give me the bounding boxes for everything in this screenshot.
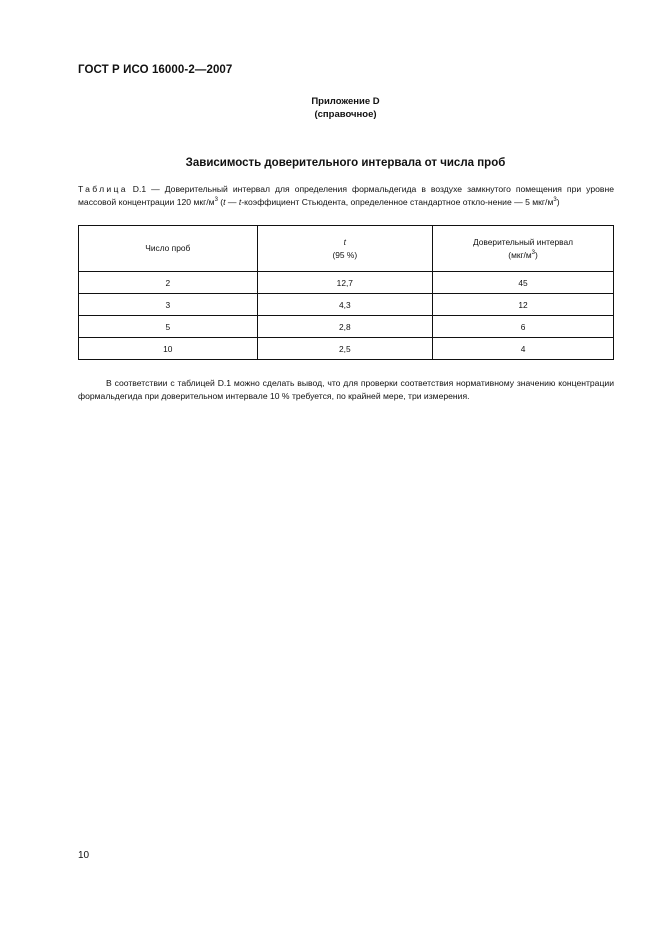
table-row: [79, 338, 614, 360]
cell-interval: 45: [433, 272, 614, 294]
cell-t: 2,8: [257, 316, 433, 338]
table-row: [79, 272, 614, 294]
table-row: [79, 316, 614, 338]
cell-interval: 12: [433, 294, 614, 316]
cell-t: 4,3: [257, 294, 433, 316]
conclusion-paragraph: В соответствии с таблицей D.1 можно сделать вывод, что для проверки соответствия нормативному значению концентрации формальдегида при доверительном интервале 10 % требуется, по крайней мере, три измерения.: [78, 378, 614, 401]
caption-text-e: ): [556, 197, 560, 207]
table-row: [79, 294, 614, 316]
section-title: Зависимость доверительного интервала от числа проб: [185, 157, 506, 169]
table-caption: [78, 183, 614, 209]
caption-sup-b: 3: [553, 197, 557, 203]
annex-heading: [0, 95, 661, 121]
caption-number: D.1: [127, 184, 147, 194]
caption-sup-a: 3: [214, 197, 218, 203]
header-t-confidence: (95 %): [332, 249, 358, 260]
cell-interval: 4: [433, 338, 614, 360]
header-interval-unit-post: ): [534, 249, 538, 260]
caption-label: Таблица: [78, 184, 128, 194]
caption-t-symbol: t: [223, 197, 226, 207]
cell-samples: 10: [79, 338, 258, 360]
data-table: [78, 225, 614, 360]
header-interval-label: Доверительный интервал: [473, 236, 574, 247]
caption-text-a: — Доверительный интервал для определения формальдегида в воздухе замкнутого помещения при уровне массовой концентрации 120 мкг/м: [78, 184, 614, 207]
annex-note: (справочное): [314, 109, 377, 120]
cell-interval: 6: [433, 316, 614, 338]
annex-title: Приложение D: [311, 96, 380, 107]
document-code: ГОСТ Р ИСО 16000-2—2007: [78, 64, 233, 76]
caption-t-symbol-2: t: [238, 197, 242, 207]
header-interval-unit-sup: 3: [531, 249, 535, 256]
cell-samples: 5: [79, 316, 258, 338]
header-interval-unit-pre: (мкг/м: [508, 249, 532, 260]
header-interval: [433, 226, 614, 272]
cell-t: 2,5: [257, 338, 433, 360]
header-samples: Число проб: [79, 226, 258, 272]
caption-text-c: —: [225, 197, 239, 207]
header-t-symbol: t: [343, 236, 346, 247]
page-number: 10: [78, 850, 90, 861]
caption-text-b: (: [217, 197, 224, 207]
cell-samples: 3: [79, 294, 258, 316]
caption-text-d: -коэффициент Стьюдента, определенное стандартное откло-нение — 5 мкг/м: [241, 197, 554, 207]
header-t: [257, 226, 433, 272]
section-title-wrap: [0, 157, 661, 169]
cell-samples: 2: [79, 272, 258, 294]
cell-t: 12,7: [257, 272, 433, 294]
table-header-row: [79, 226, 614, 272]
